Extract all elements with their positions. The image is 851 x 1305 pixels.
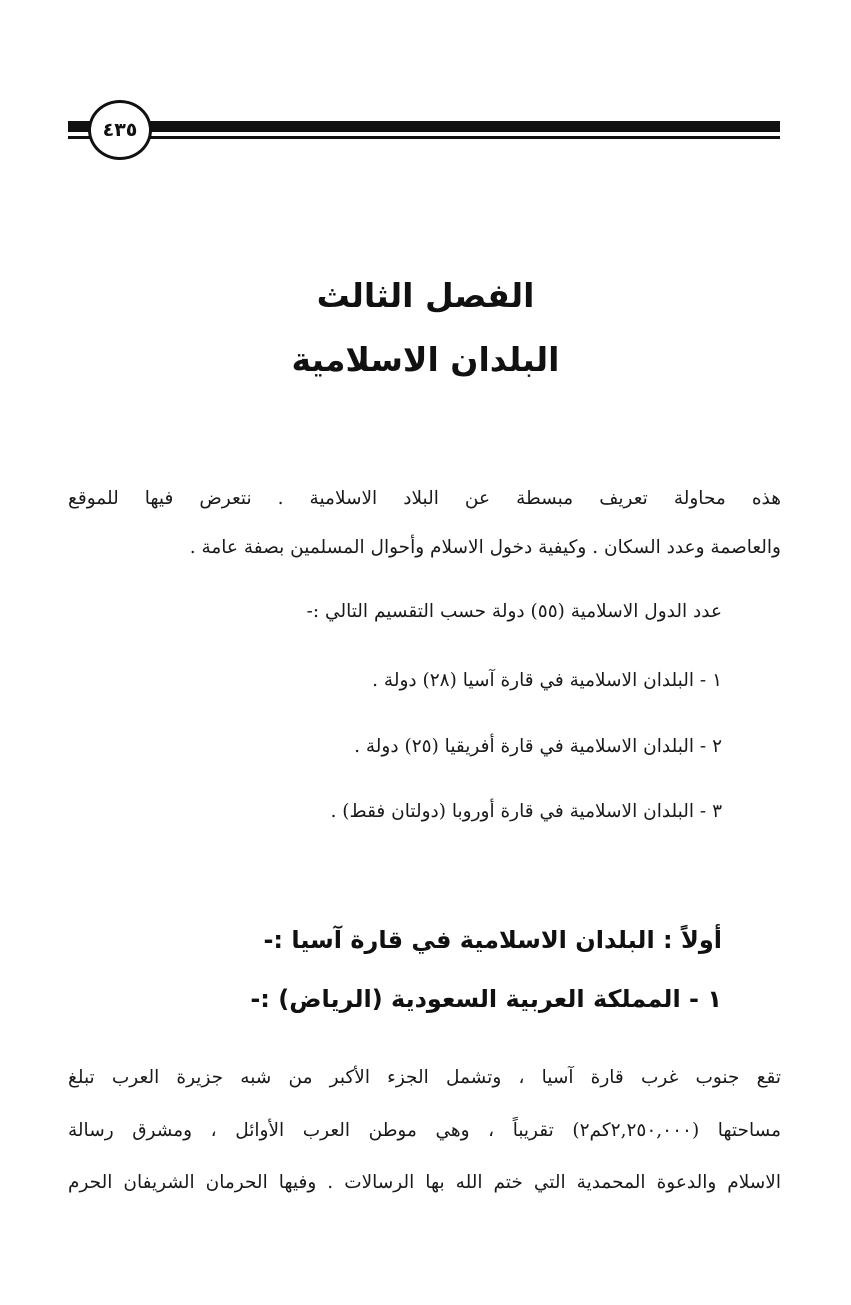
- header-rule-left: [68, 121, 90, 132]
- intro-line-1: هذه محاولة تعريف مبسطة عن البلاد الاسلامية . نتعرض فيها للموقع: [68, 488, 781, 509]
- header-rule: [150, 121, 780, 132]
- list-item-europe: ٣ - البلدان الاسلامية في قارة أوروبا (دولتان فقط) .: [330, 801, 722, 822]
- paragraph-line-2: مساحتها (٢,٢٥٠,٠٠٠كم٢) تقريباً ، وهي موطن العرب الأوائل ، ومشرق رسالة: [68, 1120, 781, 1141]
- countries-count-line: عدد الدول الاسلامية (٥٥) دولة حسب التقسيم التالي :-: [306, 601, 722, 622]
- paragraph-line-1: تقع جنوب غرب قارة آسيا ، وتشمل الجزء الأكبر من شبه جزيرة العرب تبلغ: [68, 1067, 781, 1088]
- intro-line-2: والعاصمة وعدد السكان . وكيفية دخول الاسلام وأحوال المسلمين بصفة عامة .: [189, 537, 781, 558]
- page-number-badge: [88, 100, 152, 160]
- header-rule-left-thin: [68, 136, 90, 139]
- header-rule-thin: [150, 136, 780, 139]
- list-item-africa: ٢ - البلدان الاسلامية في قارة أفريقيا (٢٥) دولة .: [354, 736, 722, 757]
- country-heading: ١ - المملكة العربية السعودية (الرياض) :-: [250, 985, 722, 1013]
- section-heading: أولاً : البلدان الاسلامية في قارة آسيا :-: [263, 926, 722, 954]
- chapter-subtitle: البلدان الاسلامية: [291, 340, 560, 379]
- list-item-asia: ١ - البلدان الاسلامية في قارة آسيا (٢٨) دولة .: [372, 670, 722, 691]
- paragraph-line-3: الاسلام والدعوة المحمدية التي ختم الله بها الرسالات . وفيها الحرمان الشريفان الحرم: [68, 1172, 781, 1193]
- chapter-title: الفصل الثالث: [316, 276, 535, 315]
- page-number: ٤٣٥: [102, 119, 138, 141]
